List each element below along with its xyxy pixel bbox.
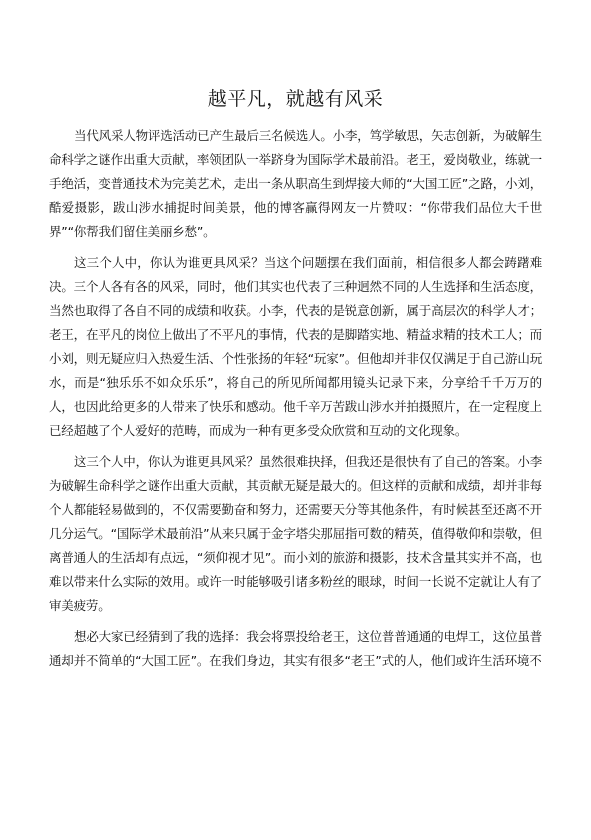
paragraph-4: 想必大家已经猜到了我的选择：我会将票投给老王，这位普普通通的电焊工，这位虽普通却并不简单的“大国工匠”。在我们身边，其实有很多“老王”式的人，他们或许生活环境不 <box>49 629 542 668</box>
paragraph-3: 这三个人中，你认为谁更具风采？虽然很难抉择，但我还是很快有了自己的答案。小李为破解生命科学之谜作出重大贡献，其贡献无疑是最大的。但这样的贡献和成绩，却并非每个人都能轻易做到的，不仅需要勤奋和努力，还需要天分等其他条件，有时候甚至还离不开几分运气。“国际学术最前沿”从来只属于金字塔尖那屈指可数的精英，值得敬仰和崇敬，但离普通人的生活却有点远，“须仰视才见”。而小刘的旅游和摄影，技术含量其实并不高，也难以带来什么实际的效用。或许一时能够吸引诸多粉丝的眼球，时间一长说不定就让人有了审美疲劳。 <box>49 454 542 613</box>
paragraph-2: 这三个人中，你认为谁更具风采？当这个问题摆在我们面前，相信很多人都会踌躇难决。三个人各有各的风采，同时，他们其实也代表了三种迥然不同的人生选择和生活态度，当然也取得了各自不同的成绩和收获。小李，代表的是锐意创新，属于高层次的科学人才；老王，在平凡的岗位上做出了不平凡的事情，代表的是脚踏实地、精益求精的技术工人；而小刘，则无疑应归入热爱生活、个性张扬的年轻“玩家”。但他却并非仅仅满足于自己游山玩水，而是“独乐乐不如众乐乐”，将自己的所见所闻都用镜头记录下来，分享给千千万万的人，也因此给更多的人带来了快乐和感动。他千辛万苦跋山涉水并拍摄照片，在一定程度上已经超越了个人爱好的范畴，而成为一种有更多受众欣赏和互动的文化现象。 <box>49 255 542 438</box>
document-body <box>49 124 542 673</box>
document-title: 越平凡，就越有风采 <box>207 88 384 110</box>
paragraph-1: 当代风采人物评选活动已产生最后三名候选人。小李，笃学敏思，矢志创新，为破解生命科学之谜作出重大贡献，率领团队一举跻身为国际学术最前沿。老王，爱岗敬业，练就一手绝活，变普通技术为完美艺术，走出一条从职高生到焊接大师的“大国工匠”之路，小刘，酷爱摄影，跋山涉水捕捉时间美景，他的博客赢得网友一片赞叹：“你带我们品位大千世界”“你帮我们留住美丽乡愁”。 <box>49 128 542 239</box>
